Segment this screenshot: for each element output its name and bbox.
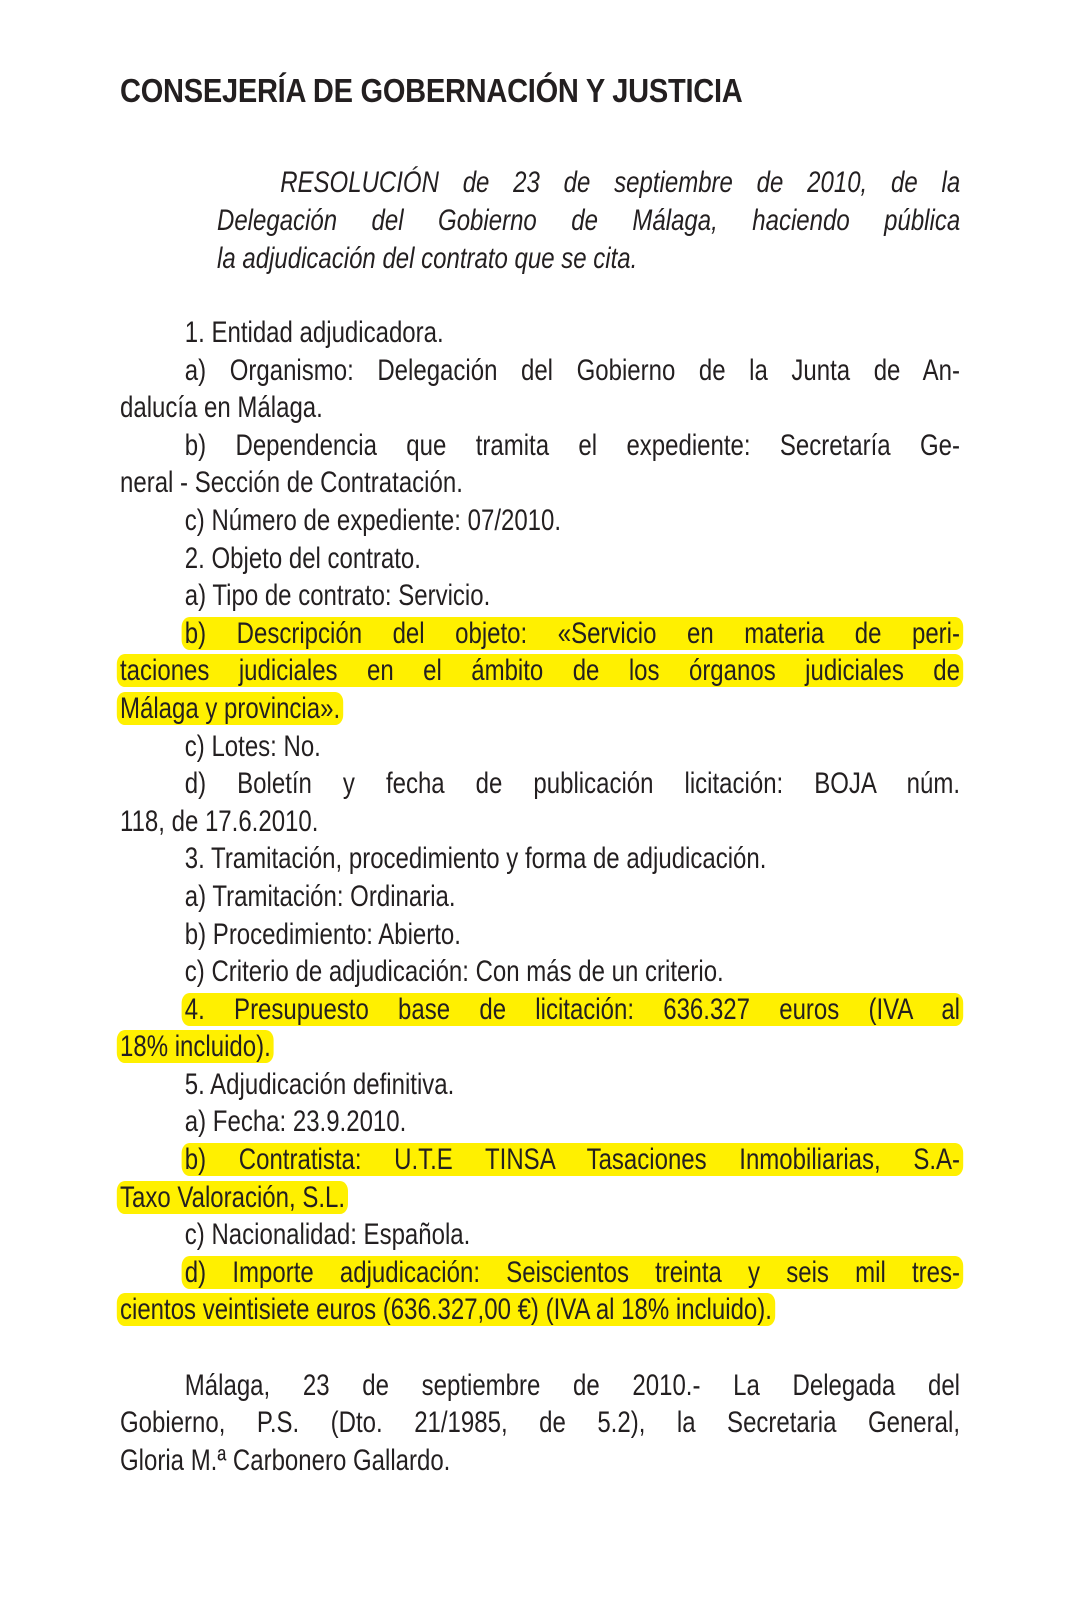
body-line: a) Tipo de contrato: Servicio. — [184, 579, 491, 613]
resolution-body — [120, 314, 960, 1479]
highlighted-text: b) Descripción del objeto: «Servicio en materia de peri- — [182, 617, 964, 650]
body-line: b) Procedimiento: Abierto. — [184, 917, 461, 951]
body-line: a) Tramitación: Ordinaria. — [184, 879, 456, 913]
body-line: dalucía en Málaga. — [120, 391, 323, 425]
signature-line: Gobierno, P.S. (Dto. 21/1985, de 5.2), la Secretaria General, — [120, 1406, 960, 1440]
signature-line: Málaga, 23 de septiembre de 2010.- La Delegada del — [184, 1368, 961, 1402]
body-line: d) Boletín y fecha de publicación licitación: BOJA núm. — [184, 767, 961, 801]
highlighted-text: d) Importe adjudicación: Seiscientos treinta y seis mil tres- — [182, 1256, 964, 1289]
highlighted-text: 4. Presupuesto base de licitación: 636.327 euros (IVA al — [182, 993, 964, 1026]
body-line: 2. Objeto del contrato. — [184, 541, 421, 575]
signature-line: Gloria M.ª Carbonero Gallardo. — [120, 1443, 451, 1477]
body-line: 3. Tramitación, procedimiento y forma de adjudicación. — [184, 842, 767, 876]
highlighted-text: cientos veintisiete euros (636.327,00 €) (IVA al 18% incluido). — [117, 1293, 775, 1326]
highlighted-text: 18% incluido). — [117, 1030, 274, 1063]
body-line: c) Lotes: No. — [184, 729, 321, 763]
body-line: c) Nacionalidad: Española. — [184, 1218, 471, 1252]
summary-line: RESOLUCIÓN de 23 de septiembre de 2010, de la — [280, 166, 961, 199]
body-line: neral - Sección de Contratación. — [120, 466, 463, 500]
body-line: 5. Adjudicación definitiva. — [184, 1067, 455, 1101]
highlighted-text: b) Contratista: U.T.E TINSA Tasaciones Inmobiliarias, S.A- — [182, 1143, 964, 1176]
highlighted-text: Taxo Valoración, S.L. — [117, 1181, 348, 1214]
body-line: b) Dependencia que tramita el expediente: Secretaría Ge- — [184, 428, 961, 462]
body-line: c) Criterio de adjudicación: Con más de un criterio. — [184, 955, 724, 989]
body-line: c) Número de expediente: 07/2010. — [184, 503, 562, 537]
summary-line: Delegación del Gobierno de Málaga, haciendo pública — [217, 204, 961, 237]
section-title: CONSEJERÍA DE GOBERNACIÓN Y JUSTICIA — [120, 72, 743, 109]
highlighted-text: taciones judiciales en el ámbito de los órganos judiciales de — [117, 654, 963, 687]
summary-line: la adjudicación del contrato que se cita. — [217, 242, 638, 275]
resolution-summary — [217, 164, 960, 278]
highlighted-text: Málaga y provincia». — [117, 692, 344, 725]
body-line: 1. Entidad adjudicadora. — [184, 316, 444, 349]
body-line: 118, de 17.6.2010. — [120, 804, 319, 838]
body-line: a) Organismo: Delegación del Gobierno de la Junta de An- — [184, 353, 961, 387]
body-line: a) Fecha: 23.9.2010. — [184, 1105, 407, 1139]
